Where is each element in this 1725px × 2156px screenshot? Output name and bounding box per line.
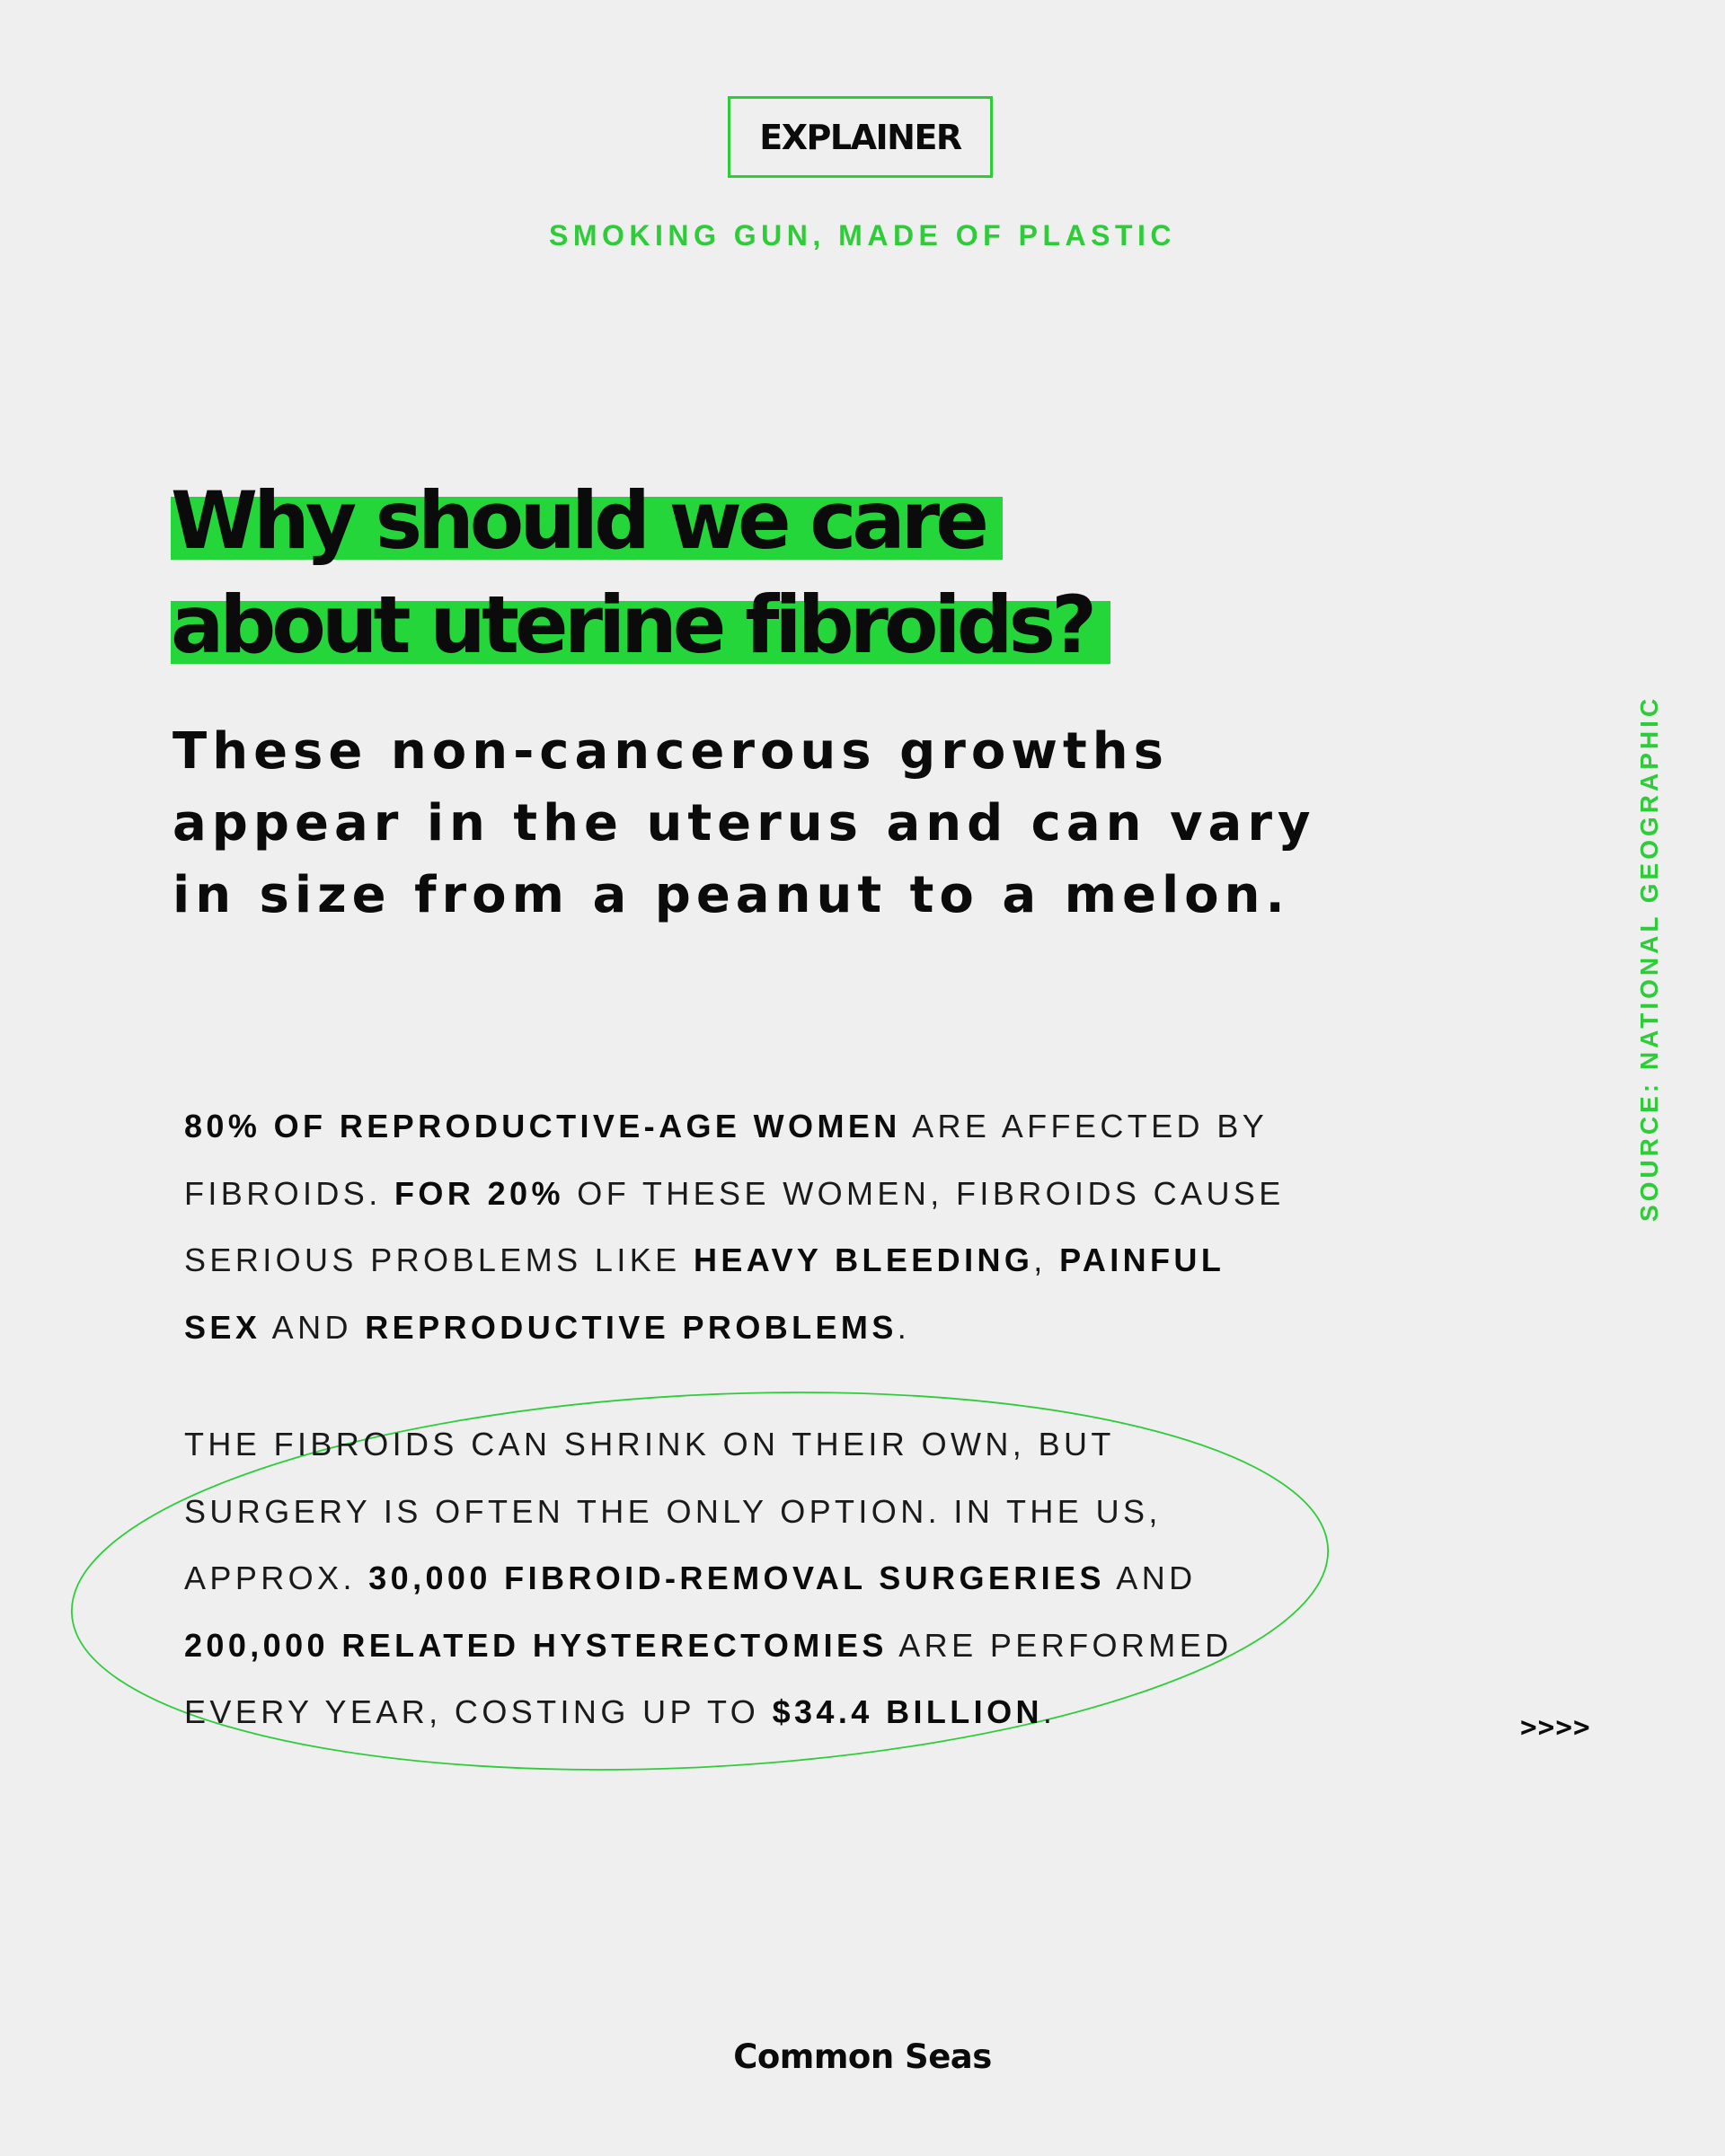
headline	[171, 476, 1110, 685]
next-arrows[interactable]: >>>>	[1520, 1711, 1591, 1744]
explainer-badge-label: EXPLAINER	[759, 117, 961, 157]
subheadline: These non-cancerous growths appear in the uterus and can vary in size from a peanut to a melon.	[172, 722, 1316, 924]
brand-logo: Common Seas	[733, 2037, 992, 2076]
source-credit: SOURCE: NATIONAL GEOGRAPHIC	[1635, 694, 1663, 1222]
headline-line-2: about uterine fibroids?	[171, 580, 1110, 685]
headline-line-1: Why should we care	[171, 476, 1110, 580]
explainer-badge	[728, 96, 993, 178]
body-paragraph-2: THE FIBROIDS CAN SHRINK ON THEIR OWN, BUT SURGERY IS OFTEN THE ONLY OPTION. IN THE US, APPROX. 30,000 FIBROID-REMOVAL SURGERIES AND 200,000 RELATED HYSTERECTOMIES ARE PERFORMED EVERY YEAR, COSTING UP TO $34.4 BILLION.	[184, 1426, 1233, 1730]
kicker-text: SMOKING GUN, MADE OF PLASTIC	[549, 219, 1176, 252]
body-paragraph-1: 80% OF REPRODUCTIVE-AGE WOMEN ARE AFFECTED BY FIBROIDS. FOR 20% OF THESE WOMEN, FIBROIDS CAUSE SERIOUS PROBLEMS LIKE HEAVY BLEEDING, PAINFUL SEX AND REPRODUCTIVE PROBLEMS.	[184, 1108, 1285, 1346]
